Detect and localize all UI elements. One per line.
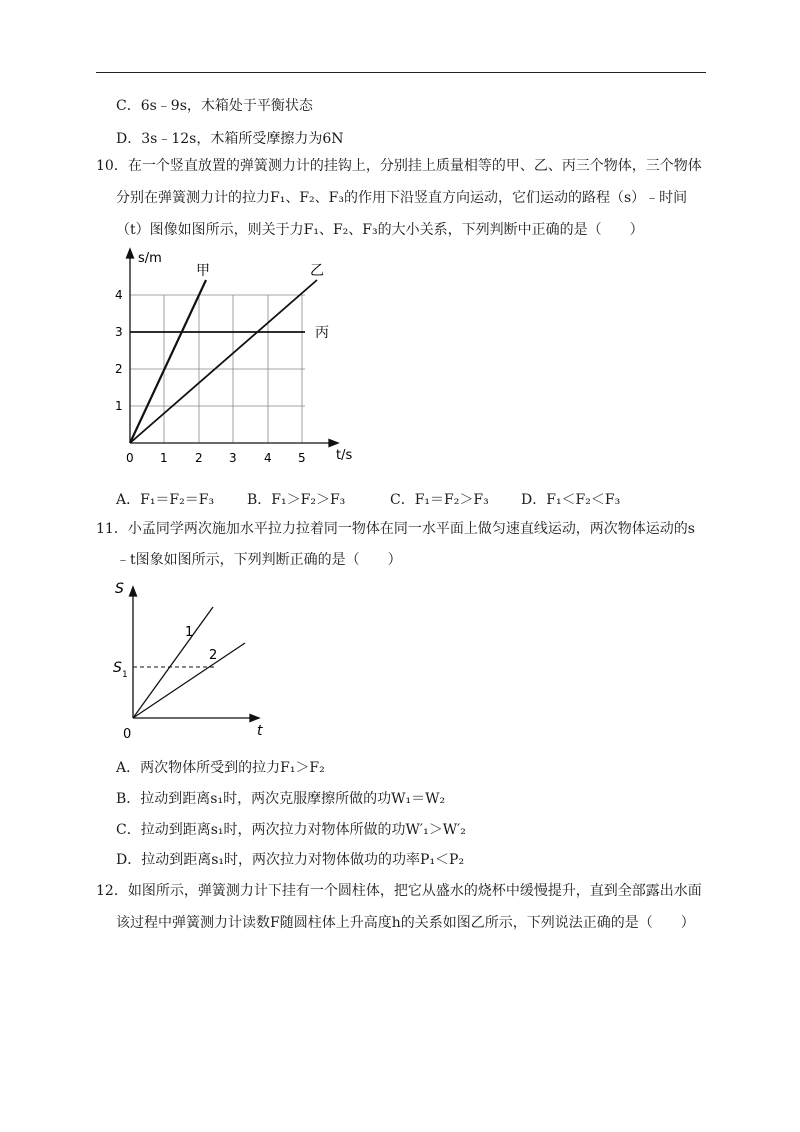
q10-st-graph <box>110 245 370 470</box>
q11-y-arrow <box>130 587 137 596</box>
q10-y-tick: 2 <box>115 362 123 376</box>
q11-line-2 <box>133 643 245 718</box>
q10-y-tick: 3 <box>115 325 123 339</box>
q10-label-jia: 甲 <box>196 263 210 279</box>
q11-option-b: B．拉动到距离s₁时，两次克服摩擦所做的功W₁＝W₂ <box>116 791 446 807</box>
q11-option-d: D．拉动到距离s₁时，两次拉力对物体做功的功率P₁＜P₂ <box>116 852 465 868</box>
q11-x-arrow <box>250 715 259 722</box>
q10-line-yi <box>130 280 317 443</box>
q11-y-label: S <box>115 581 124 597</box>
q11-st-graph <box>105 575 275 745</box>
q11-option-c: C．拉动到距离s₁时，两次拉力对物体所做的功W′₁＞W′₂ <box>116 822 466 838</box>
q12-text-line2: 该过程中弹簧测力计读数F随圆柱体上升高度h的关系如图乙所示，下列说法正确的是（ ） <box>116 915 695 931</box>
q11-origin: 0 <box>123 727 132 742</box>
q10-y-label: s/m <box>138 251 162 266</box>
q10-line-jia <box>130 280 206 443</box>
q10-choice-b: B．F₁＞F₂＞F₃ <box>247 492 346 508</box>
q10-x-tick: 1 <box>160 451 168 465</box>
q10-x-tick: 3 <box>229 451 237 465</box>
q11-text-line2: ﹣t图象如图所示，下列判断正确的是（ ） <box>116 552 402 568</box>
q10-text-line2: 分别在弹簧测力计的拉力F₁、F₂、F₃的作用下沿竖直方向运动，它们运动的路程（s）﹣时间 <box>116 190 688 206</box>
q11-line-1 <box>133 607 213 718</box>
q10-x-label: t/s <box>336 448 353 463</box>
header-rule <box>96 72 706 73</box>
q10-choice-c: C．F₁＝F₂＞F₃ <box>390 492 489 508</box>
q11-x-label: t <box>257 723 263 739</box>
q11-line-2-label: 2 <box>209 648 218 663</box>
q10-x-tick: 4 <box>264 451 272 465</box>
q10-x-arrow <box>329 440 338 447</box>
q11-s1-subscript: 1 <box>122 670 128 680</box>
prev-option-c: C．6s﹣9s，木箱处于平衡状态 <box>116 98 313 114</box>
q11-option-a: A．两次物体所受到的拉力F₁＞F₂ <box>116 760 325 776</box>
q10-y-arrow <box>127 249 134 258</box>
q10-choice-a: A．F₁＝F₂＝F₃ <box>116 492 215 508</box>
prev-option-d: D．3s﹣12s，木箱所受摩擦力为6N <box>116 131 344 147</box>
q10-origin: 0 <box>126 451 134 465</box>
q10-y-tick: 1 <box>115 399 123 413</box>
q11-text-line1: 11．小孟同学两次施加水平拉力拉着同一物体在同一水平面上做匀速直线运动，两次物体运动的s <box>96 521 695 537</box>
q10-label-yi: 乙 <box>310 263 324 279</box>
q10-x-tick: 5 <box>298 451 306 465</box>
q10-x-tick: 2 <box>195 451 203 465</box>
q10-text-line1: 10．在一个竖直放置的弹簧测力计的挂钩上，分别挂上质量相等的甲、乙、丙三个物体，三个物体 <box>96 158 702 174</box>
q10-choice-d: D．F₁＜F₂＜F₃ <box>521 492 621 508</box>
q11-line-1-label: 1 <box>185 625 194 640</box>
q10-label-bing: 丙 <box>315 325 329 341</box>
q10-y-tick: 4 <box>115 288 123 302</box>
q11-s1-label: S <box>113 660 122 676</box>
q10-text-line3: （t）图像如图所示，则关于力F₁、F₂、F₃的大小关系，下列判断中正确的是（ ） <box>116 222 644 238</box>
q12-text-line1: 12．如图所示，弹簧测力计下挂有一个圆柱体，把它从盛水的烧杯中缓慢提升，直到全部露出水面 <box>96 883 702 899</box>
